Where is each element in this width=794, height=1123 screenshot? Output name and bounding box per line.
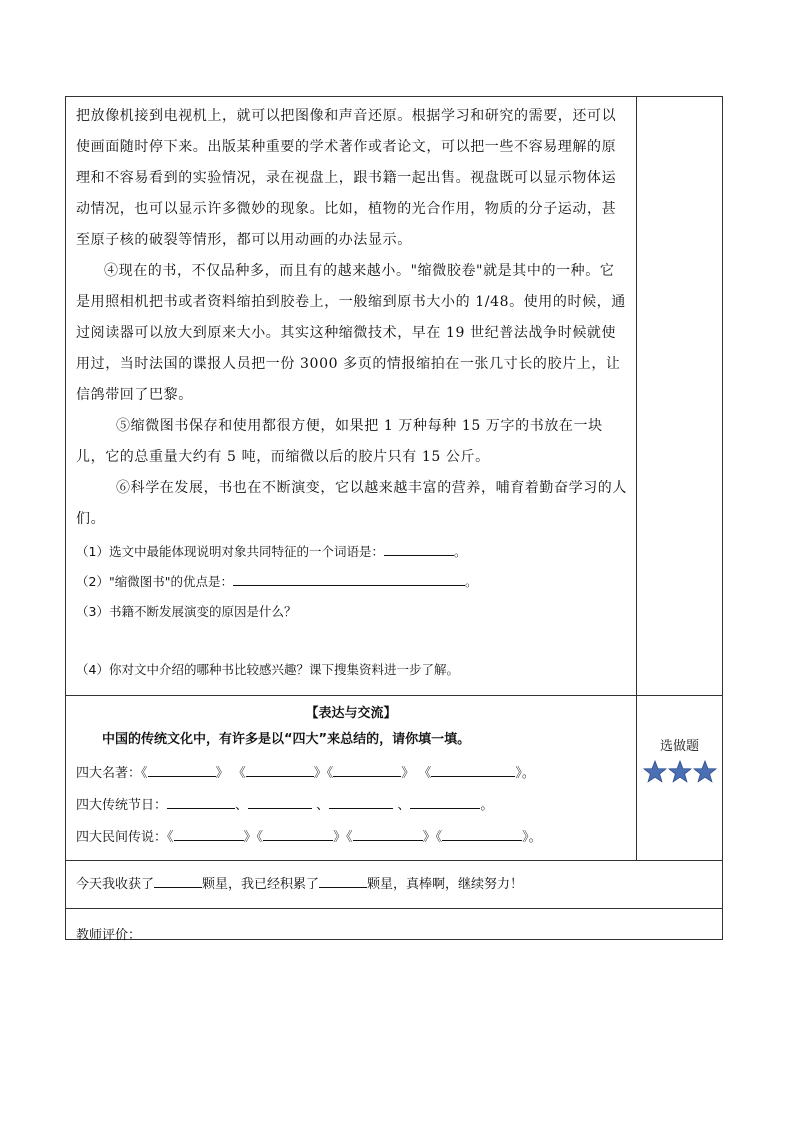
paragraph-5: ⑤缩微图书保存和使用都很方便，如果把 1 万种每种 15 万字的书放在一块儿，它的总重量大约有 5 吨，而缩微以后的胶片只有 15 公斤。: [76, 418, 603, 465]
festival-blank-3[interactable]: [329, 794, 393, 809]
question-4: （4）你对文中介绍的哪种书比较感兴趣？课下搜集资料进一步了解。: [76, 662, 459, 677]
classic-blank-4[interactable]: [431, 762, 515, 777]
four-legends-line: 四大民间传说：《 》《 》《 》《 》。: [76, 822, 626, 854]
festival-blank-2[interactable]: [248, 794, 312, 809]
answer-blank-2[interactable]: [233, 571, 465, 586]
question-3: （3）书籍不断发展演变的原因是什么？: [76, 604, 297, 619]
answer-blank-1[interactable]: [384, 541, 454, 556]
star-icon: [668, 760, 692, 783]
paragraph-6: ⑥科学在发展，书也在不断演变，它以越来越丰富的营养，哺育着勤奋学习的人们。: [76, 480, 627, 527]
worksheet-table: [65, 96, 723, 943]
expression-cell: [66, 696, 637, 860]
optional-label: 选做题: [659, 739, 699, 754]
classic-blank-2[interactable]: [246, 762, 314, 777]
reading-side-cell: [637, 97, 722, 695]
teacher-evaluation: [66, 909, 722, 943]
teacher-evaluation-label: 教师评价：: [76, 928, 142, 943]
teacher-row: [65, 909, 723, 943]
paragraph-4: ④现在的书，不仅品种多，而且有的越来越小。"缩微胶卷"就是其中的一种。它是用照相机把书或者资料缩拍到胶卷上，一般缩到原书大小的 1/48。使用的时候，通过阅读器可以放大到原来大小。其实这种缩微技术，早在 19 世纪普法战争时候就使用过，当时法国的谍报人员把一份 3000 多页的情报缩拍在一张几寸长的胶片上，让信鸽带回了巴黎。: [76, 263, 626, 403]
question-2: （2）"缩微图书"的优点是： 。: [76, 567, 626, 597]
legend-blank-4[interactable]: [442, 826, 522, 841]
classic-blank-3[interactable]: [333, 762, 401, 777]
reading-passage: [66, 97, 636, 535]
legend-blank-2[interactable]: [263, 826, 333, 841]
reading-cell: [66, 97, 637, 695]
legend-blank-3[interactable]: [353, 826, 423, 841]
question-1: （1）选文中最能体现说明对象共同特征的一个词语是： 。: [76, 537, 626, 567]
star-rating: [637, 760, 722, 783]
reading-row: [65, 96, 723, 696]
stars-total-blank[interactable]: [319, 873, 367, 888]
star-icon: [693, 760, 717, 783]
optional-side-cell: [637, 696, 722, 860]
expression-title: 【表达与交流】: [305, 706, 397, 721]
star-icon: [643, 760, 667, 783]
stars-row: [65, 861, 723, 909]
classic-blank-1[interactable]: [148, 762, 216, 777]
four-classics-line: 四大名著：《 》 《 》《 》 《 》。: [76, 758, 626, 790]
expression-row: [65, 696, 723, 861]
legend-blank-1[interactable]: [174, 826, 244, 841]
paragraph-3-continued: 把放像机接到电视机上，就可以把图像和声音还原。根据学习和研究的需要，还可以使画面随时停下来。出版某种重要的学术著作或者论文，可以把一些不容易理解的原理和不容易看到的实验情况，录在视盘上，跟书籍一起出售。视盘既可以显示物体运动情况，也可以显示许多微妙的现象。比如，植物的光合作用，物质的分子运动，甚至原子核的破裂等情形，都可以用动画的办法显示。: [76, 108, 617, 248]
expression-intro: 中国的传统文化中，有许多是以“四大”来总结的，请你填一填。: [102, 732, 471, 747]
stars-today-blank[interactable]: [154, 873, 202, 888]
questions: [66, 535, 636, 695]
stars-earned-line: 今天我收获了 颗星，我已经积累了 颗星，真棒啊，继续努力！: [66, 861, 722, 908]
festival-blank-1[interactable]: [167, 794, 235, 809]
four-festivals-line: 四大传统节日： 、 、 、 。: [76, 790, 626, 822]
festival-blank-4[interactable]: [410, 794, 480, 809]
